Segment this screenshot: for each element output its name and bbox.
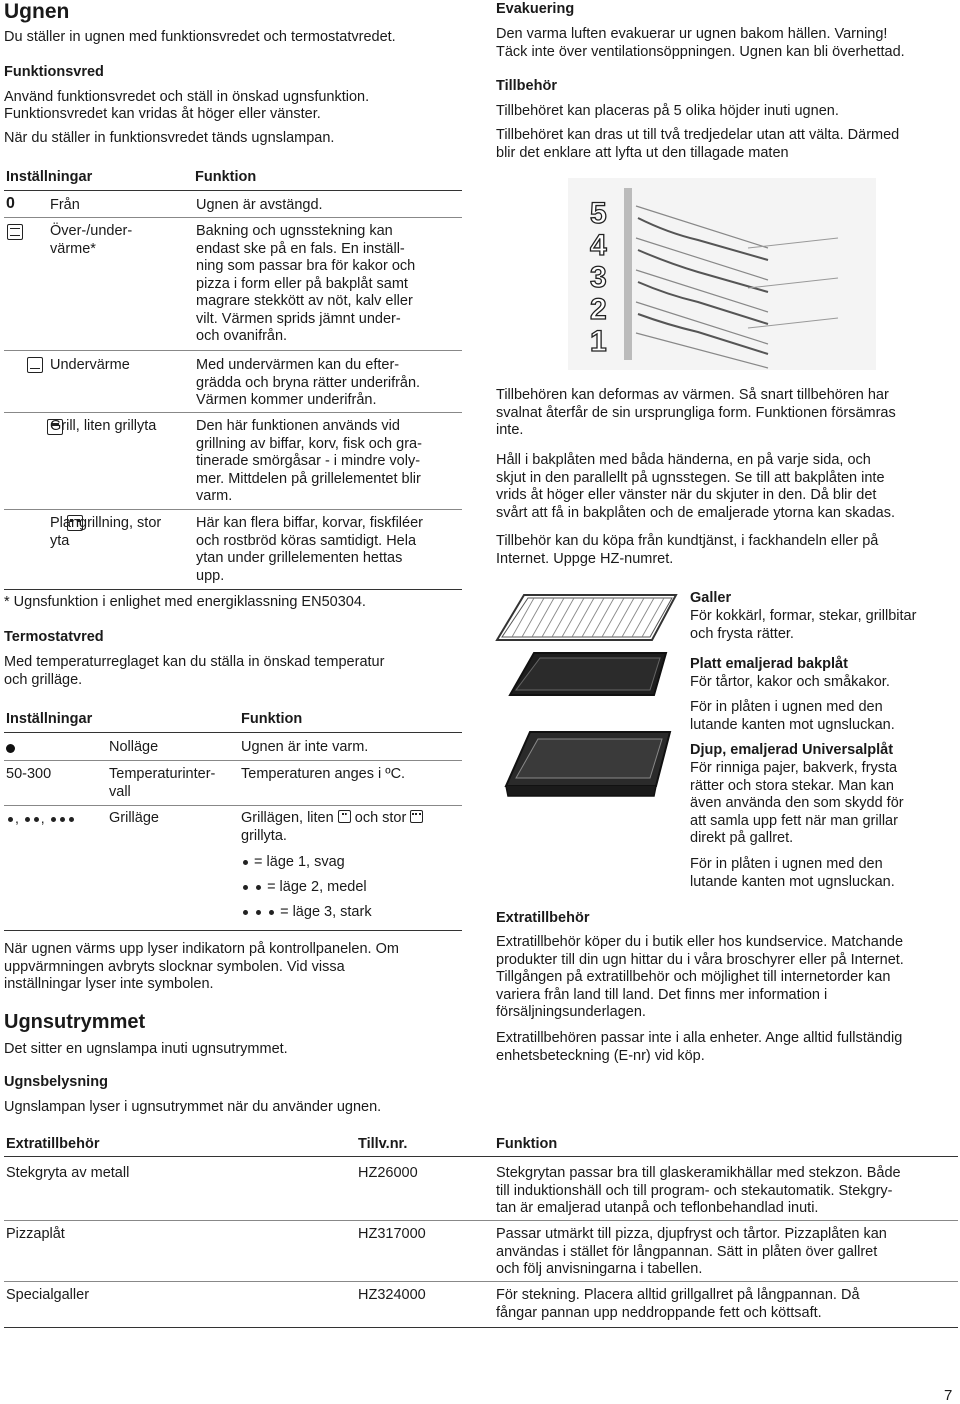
text-line: variera från land till land. Det finns mer information i bbox=[496, 986, 828, 1003]
text-line: lutande kanten mot ugnsluckan. bbox=[690, 716, 895, 733]
desc-line: endast ske på en fals. En inställ- bbox=[196, 240, 405, 257]
desc-line: vilt. Värmen sprids jämnt under- bbox=[196, 310, 401, 327]
universal-pan-illustration bbox=[494, 724, 679, 814]
large-grill-icon bbox=[410, 810, 423, 823]
row-divider bbox=[4, 350, 462, 351]
col-header-nr: Tillv.nr. bbox=[358, 1136, 408, 1152]
function-table-header bbox=[4, 168, 462, 191]
text-line: och frysta rätter. bbox=[690, 625, 794, 642]
desc-line: Passar utmärkt till pizza, djupfryst och tårtor. Pizzaplåten kan bbox=[496, 1226, 887, 1242]
row-name-line: yta bbox=[50, 532, 70, 549]
text-line: Internet. Uppge HZ-numret. bbox=[496, 550, 674, 567]
text-line: försäljningsunderlagen. bbox=[496, 1004, 646, 1020]
table-row-name bbox=[50, 515, 161, 550]
text-line: Med temperaturreglaget kan du ställa in önskad temperatur bbox=[4, 654, 385, 670]
dot-icon bbox=[60, 817, 65, 822]
row-divider bbox=[4, 509, 462, 510]
temp-range-value: 50-300 bbox=[6, 766, 52, 782]
flat-tray-title: Platt emaljerad bakplåt bbox=[690, 656, 848, 672]
extratillbehor-text-2 bbox=[496, 1030, 902, 1065]
grill-level-2 bbox=[241, 879, 367, 897]
text-line: även använda den som skydd för bbox=[690, 795, 904, 811]
text-line: För kokkärl, formar, stekar, grillbitar bbox=[690, 608, 917, 624]
desc-line: och följ anvisningarna i tabellen. bbox=[496, 1261, 703, 1277]
table-bottom-rule bbox=[4, 589, 462, 590]
indicator-text bbox=[4, 941, 399, 994]
desc-line: fångar pannan upp neddroppande fett och köttsaft. bbox=[496, 1304, 822, 1321]
dot-icon bbox=[69, 817, 74, 822]
text-line: Tillbehöret kan dras ut till två tredjedelar utan att välta. Därmed bbox=[496, 127, 900, 143]
text-line: vrids åt höger eller vänster när du skjuter in den. Då blir det bbox=[496, 487, 877, 503]
row-divider bbox=[4, 412, 462, 413]
funktionsvred-text-1b: Funktionsvredet kan vridas åt höger eller vänster. bbox=[4, 106, 321, 122]
level-5-label: 5 bbox=[590, 197, 607, 230]
desc-line: mer. Mittdelen på grillelementet blir bbox=[196, 470, 421, 487]
belysning-text: Ugnslampan lyser i ugnsutrymmet när du använder ugnen. bbox=[4, 1099, 382, 1115]
section-title-ugnsutrymmet: Ugnsutrymmet bbox=[4, 1011, 146, 1033]
oven-levels-diagram bbox=[568, 178, 876, 370]
ugnsutrymmet-text: Det sitter en ugnslampa inuti ugnsutrymmet. bbox=[4, 1041, 288, 1057]
table-row-desc bbox=[496, 1287, 860, 1322]
oven-levels-illustration bbox=[568, 178, 876, 370]
text-line: Extratillbehören passar inte i alla enheter. Ange alltid fullständig bbox=[496, 1030, 903, 1046]
funktionsvred-text-1a: Använd funktionsvredet och ställ in önskad ugnsfunktion. bbox=[4, 89, 370, 105]
table-row-desc bbox=[196, 418, 466, 506]
dot-icon bbox=[243, 910, 248, 915]
table-row-desc bbox=[196, 223, 466, 346]
dot-icon bbox=[8, 817, 13, 822]
dot-icon bbox=[25, 817, 30, 822]
text-line: Tillbehör kan du köpa från kundtjänst, i fackhandeln eller på bbox=[496, 533, 879, 549]
desc-line: tinerade smörgåsar - i mindre voly- bbox=[196, 453, 421, 469]
row-name-line: Plangrillning, stor bbox=[50, 515, 162, 531]
dot-icon bbox=[269, 910, 274, 915]
table-row-nr: HZ26000 bbox=[358, 1165, 418, 1181]
level-1-label: 1 bbox=[590, 325, 607, 358]
text-line: direkt på gallret. bbox=[690, 830, 794, 846]
desc-text: Grillägen, liten bbox=[241, 810, 334, 826]
small-grill-icon bbox=[338, 810, 351, 823]
universal-pan-text-2 bbox=[690, 856, 895, 891]
text-line: att samla upp fett när man grillar bbox=[690, 812, 898, 829]
text-line: svårt att få in bakplåten och de emaljerade ytorna kan skadas. bbox=[496, 504, 895, 521]
text-line: Täck inte över ventilationsöppningen. Ugnen kan bli överhettad. bbox=[496, 43, 905, 60]
level-text: = läge 3, stark bbox=[280, 904, 372, 920]
dot-icon bbox=[51, 817, 56, 822]
belysning-heading: Ugnsbelysning bbox=[4, 1074, 108, 1090]
table-row-nr: HZ317000 bbox=[358, 1226, 426, 1242]
accessory-table-header bbox=[4, 1135, 958, 1157]
bottom-heat-icon bbox=[27, 357, 43, 373]
desc-line: Med undervärmen kan du efter- bbox=[196, 357, 400, 373]
desc-line: tan är emaljerad utanpå och teflonbehandlad inuti. bbox=[496, 1200, 819, 1216]
text-line: För rinniga pajer, bakverk, frysta bbox=[690, 760, 898, 776]
table-bottom-rule bbox=[4, 930, 462, 931]
table-row-name bbox=[50, 223, 132, 258]
hold-text bbox=[496, 452, 895, 522]
dot-icon bbox=[243, 885, 248, 890]
col-header-function: Funktion bbox=[496, 1136, 558, 1152]
desc-line: grillning av biffar, korv, fisk och gra- bbox=[196, 435, 422, 452]
galler-title: Galler bbox=[690, 590, 732, 606]
desc-line: till induktionshäll och till program- och stekautomatik. Stekgry- bbox=[496, 1182, 893, 1199]
level-2-label: 2 bbox=[590, 293, 607, 326]
table-row-desc bbox=[496, 1165, 901, 1218]
row-name-line: Temperaturinter- bbox=[109, 766, 216, 782]
text-line: inte. bbox=[496, 422, 524, 438]
desc-line: Här kan flera biffar, korvar, fiskfiléer bbox=[196, 515, 423, 531]
flat-tray-text-1: För tårtor, kakor och småkakor. bbox=[690, 674, 890, 690]
text-line: svalnat återfår de sin ursprungliga form. Funktionen försämras bbox=[496, 404, 896, 421]
desc-line: Stekgrytan passar bra till glaskeramikhällar med stekzon. Både bbox=[496, 1165, 901, 1181]
evakuering-heading: Evakuering bbox=[496, 1, 575, 17]
text-line: enhetsbeteckning (E-nr) vid köp. bbox=[496, 1047, 705, 1064]
over-under-heat-icon bbox=[7, 224, 23, 240]
row-divider bbox=[4, 1220, 958, 1221]
table-row-name: Specialgaller bbox=[6, 1287, 90, 1303]
tillbehor-text-2 bbox=[496, 127, 899, 162]
flat-baking-tray-illustration bbox=[494, 645, 679, 715]
buy-text bbox=[496, 533, 878, 568]
table-row-name: Nolläge bbox=[109, 739, 159, 755]
table-bottom-rule bbox=[4, 1327, 958, 1328]
text-line: Håll i bakplåten med båda händerna, en på varje sida, och bbox=[496, 452, 871, 468]
termostat-heading: Termostatvred bbox=[4, 629, 104, 645]
row-divider bbox=[4, 1281, 958, 1282]
table-row-name bbox=[109, 766, 215, 801]
level-text: = läge 1, svag bbox=[254, 854, 345, 870]
row-name-line: värme* bbox=[50, 240, 96, 257]
table-row-name: Från bbox=[50, 197, 80, 213]
row-divider bbox=[4, 805, 462, 806]
tillbehor-heading: Tillbehör bbox=[496, 78, 557, 94]
dot-icon bbox=[34, 817, 39, 822]
page-number: 7 bbox=[944, 1387, 953, 1404]
desc-line: grädda och bryna rätter underifrån. bbox=[196, 374, 421, 391]
row-divider bbox=[4, 760, 462, 761]
desc-line: ning som passar bra för kakor och bbox=[196, 258, 416, 274]
flat-tray-text-2 bbox=[690, 699, 895, 734]
table-row-nr: HZ324000 bbox=[358, 1287, 426, 1303]
dot-icon bbox=[256, 885, 261, 890]
desc-line: och rostbröd köras samtidigt. Hela bbox=[196, 532, 417, 549]
text-line: Tillbehören kan deformas av värmen. Så snart tillbehören har bbox=[496, 387, 889, 403]
tillbehor-text-1: Tillbehöret kan placeras på 5 olika höjder inuti ugnen. bbox=[496, 103, 839, 119]
desc-line: För stekning. Placera alltid grillgallret på långpannan. Då bbox=[496, 1287, 860, 1303]
desc-line: Bakning och ugnsstekning kan bbox=[196, 223, 393, 239]
extratillbehor-text-1 bbox=[496, 934, 904, 1022]
table-row-name: Grilläge bbox=[109, 810, 159, 826]
dot-icon bbox=[256, 910, 261, 915]
desc-text: grillyta. bbox=[241, 827, 287, 844]
text-line: lutande kanten mot ugnsluckan. bbox=[690, 873, 895, 890]
col-header-function: Funktion bbox=[195, 169, 257, 185]
desc-line: ytan under grillelementen hettas bbox=[196, 550, 403, 566]
desc-line: magrare stekkött av nöt, kalv eller bbox=[196, 293, 413, 309]
off-symbol: 0 bbox=[6, 195, 15, 212]
text-line: rätter och stora stekar. Man kan bbox=[690, 777, 894, 794]
desc-line: varm. bbox=[196, 488, 233, 504]
table-row-desc: Temperaturen anges i ºC. bbox=[241, 766, 406, 782]
desc-text: och stor bbox=[354, 810, 407, 826]
table-row-name: Grill, liten grillyta bbox=[50, 418, 157, 434]
col-header-accessory: Extratillbehör bbox=[6, 1136, 100, 1152]
universal-pan-text-1 bbox=[690, 760, 904, 848]
table-row-name: Undervärme bbox=[50, 357, 130, 373]
text-line: produkter till din ugn hittar du i våra broschyrer eller på Internet. bbox=[496, 951, 904, 968]
desc-line: pizza i form eller på bakplåt samt bbox=[196, 275, 408, 292]
page-title: Ugnen bbox=[4, 0, 70, 23]
text-line: För in plåten i ugnen med den bbox=[690, 699, 883, 715]
deform-text bbox=[496, 387, 896, 440]
text-line: Tillgången på extratillbehör och möjlighet till internetorder kan bbox=[496, 969, 891, 985]
desc-line: Den här funktionen används vid bbox=[196, 418, 400, 434]
table-row-name: Pizzaplåt bbox=[6, 1226, 65, 1242]
universal-pan-title: Djup, emaljerad Universalplåt bbox=[690, 742, 894, 758]
col-header-settings: Inställningar bbox=[6, 711, 93, 727]
text-line: När ugnen värms upp lyser indikatorn på kontrollpanelen. Om bbox=[4, 941, 399, 957]
galler-text bbox=[690, 608, 916, 643]
thermostat-table-header bbox=[4, 710, 462, 733]
col-header-settings: Inställningar bbox=[6, 169, 93, 185]
table-row-desc bbox=[496, 1226, 887, 1279]
intro-text: Du ställer in ugnen med funktionsvredet och termostatvredet. bbox=[4, 29, 396, 45]
text-line: Extratillbehör köper du i butik eller hos kundservice. Matchande bbox=[496, 934, 904, 950]
text-line: För in plåten i ugnen med den bbox=[690, 856, 883, 872]
text-line: uppvärmningen avbryts slocknar symbolen. Vid vissa bbox=[4, 958, 345, 975]
table-row-desc: Ugnen är inte varm. bbox=[241, 739, 369, 755]
col-header-function: Funktion bbox=[241, 711, 303, 727]
level-text: = läge 2, medel bbox=[267, 879, 367, 895]
desc-line: och ovanifrån. bbox=[196, 328, 288, 344]
funktionsvred-text-2: När du ställer in funktionsvredet tänds ugnslampan. bbox=[4, 130, 335, 146]
dot-icon bbox=[243, 860, 248, 865]
table-footnote: * Ugnsfunktion i enlighet med energiklassning EN50304. bbox=[4, 594, 366, 610]
table-row-desc bbox=[196, 357, 466, 410]
text-line: och grilläge. bbox=[4, 671, 83, 688]
grill-level-3 bbox=[241, 904, 372, 922]
text-line: skjut in den parallellt på ugnsstegen. Se till att bakplåten inte bbox=[496, 469, 885, 486]
table-row-name: Stekgryta av metall bbox=[6, 1165, 130, 1181]
desc-line: upp. bbox=[196, 567, 225, 584]
desc-line: användas i stället för långpannan. Sätt in plåten över gallret bbox=[496, 1243, 878, 1260]
desc-line: Värmen kommer underifrån. bbox=[196, 392, 377, 408]
text-line: inställningar lyser inte symbolen. bbox=[4, 976, 214, 992]
evakuering-text bbox=[496, 26, 905, 61]
table-row-desc bbox=[196, 515, 466, 585]
row-divider bbox=[4, 217, 462, 218]
level-3-label: 3 bbox=[590, 261, 607, 294]
level-4-label: 4 bbox=[590, 229, 607, 262]
grill-levels-symbol: , , bbox=[6, 810, 76, 828]
grill-level-1 bbox=[241, 854, 345, 872]
row-name-line: Över-/under- bbox=[50, 223, 133, 239]
table-row-desc: Ugnen är avstängd. bbox=[196, 197, 323, 213]
funktionsvred-heading: Funktionsvred bbox=[4, 64, 104, 80]
extratillbehor-heading: Extratillbehör bbox=[496, 910, 590, 926]
text-line: blir det enklare att lyfta ut den tillagade maten bbox=[496, 144, 789, 161]
row-name-line: vall bbox=[109, 783, 131, 800]
zero-position-icon bbox=[6, 744, 15, 753]
termostat-text bbox=[4, 654, 384, 689]
table-row-desc bbox=[241, 810, 466, 845]
text-line: Den varma luften evakuerar ur ugnen bakom hällen. Varning! bbox=[496, 26, 888, 42]
